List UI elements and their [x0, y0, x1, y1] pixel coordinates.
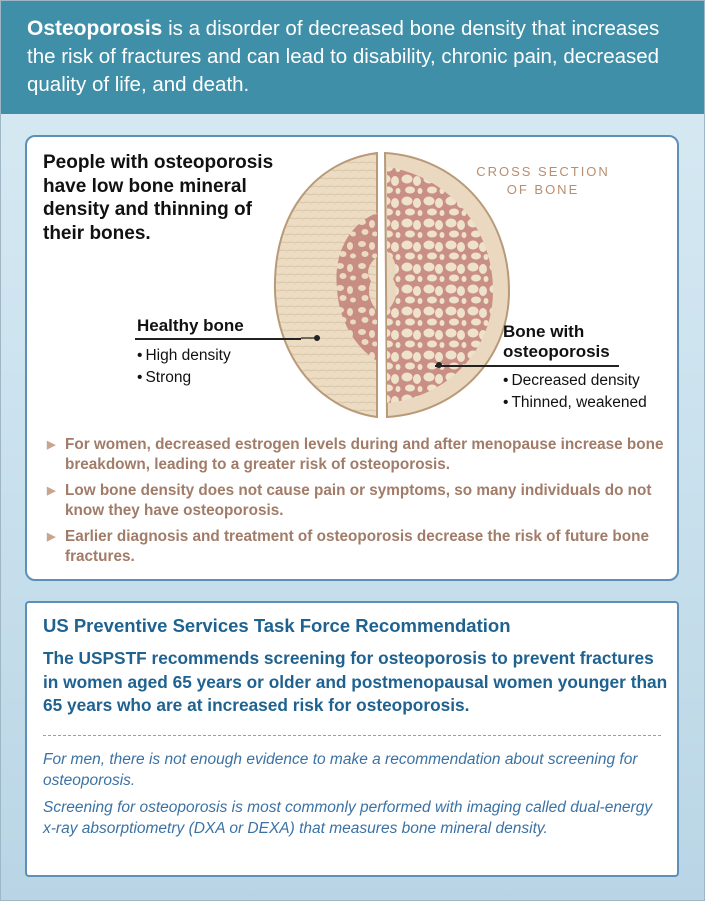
- healthy-pointer-dot: [314, 335, 320, 341]
- cross-section-label: [453, 163, 633, 199]
- recommendation-statement: The USPSTF recommends screening for osteoporosis to prevent fractures in women aged 65 years or older and postmenopausal women younger than 65 years who are at increased risk for osteoporosis.: [43, 648, 668, 715]
- triangle-right-icon: ▶: [47, 485, 56, 497]
- healthy-point-text: High density: [145, 347, 231, 364]
- definition-term: Osteoporosis: [27, 17, 163, 40]
- osteoporosis-point-text: Thinned, weakened: [511, 394, 647, 411]
- cross-section-label-line2: OF BONE: [506, 182, 580, 197]
- key-fact: [47, 527, 667, 567]
- triangle-right-icon: ▶: [47, 531, 56, 543]
- osteoporosis-bone-title: [503, 322, 643, 362]
- bullet-icon: •: [137, 369, 143, 386]
- recommendation-notes: [43, 749, 667, 845]
- osteoporosis-title-line1: Bone with: [503, 322, 585, 341]
- key-facts-list: [47, 435, 667, 573]
- bullet-icon: •: [137, 347, 143, 364]
- healthy-bone-title: Healthy bone: [137, 316, 244, 335]
- cross-section-label-line1: CROSS SECTION: [476, 164, 610, 179]
- key-fact: [47, 435, 667, 475]
- definition-banner: [1, 1, 704, 114]
- bullet-icon: •: [503, 394, 509, 411]
- key-fact-text: For women, decreased estrogen levels during and after menopause increase bone breakdown, leading to a greater risk of osteoporosis.: [65, 436, 664, 473]
- osteoporosis-title-line2: osteoporosis: [503, 342, 610, 361]
- diagram-intro: People with osteoporosis have low bone mineral density and thinning of their bones.: [43, 152, 274, 244]
- healthy-bone-leader-line: [135, 338, 301, 340]
- healthy-bone-points: [137, 345, 231, 389]
- osteoporosis-leader-line: [435, 365, 619, 367]
- bone-diagram-panel: [25, 135, 679, 581]
- dashed-divider: [43, 735, 661, 736]
- key-fact-text: Earlier diagnosis and treatment of osteoporosis decrease the risk of future bone fractures.: [65, 528, 649, 565]
- key-fact-text: Low bone density does not cause pain or symptoms, so many individuals do not know they have osteoporosis.: [65, 482, 652, 519]
- osteoporosis-point: [503, 370, 647, 392]
- recommendation-note: Screening for osteoporosis is most commonly performed with imaging called dual-energy x-ray absorptiometry (DXA or DEXA) that measures bone mineral density.: [43, 799, 653, 837]
- key-fact: [47, 481, 667, 521]
- osteoporosis-points: [503, 370, 647, 414]
- healthy-point-text: Strong: [145, 369, 192, 386]
- recommendation-title: US Preventive Services Task Force Recommendation: [43, 615, 511, 636]
- healthy-point: [137, 367, 231, 389]
- healthy-point: [137, 345, 231, 367]
- osteoporosis-point: [503, 392, 647, 414]
- bullet-icon: •: [503, 372, 509, 389]
- definition-text: [27, 15, 687, 99]
- recommendation-note: For men, there is not enough evidence to make a recommendation about screening for osteoporosis.: [43, 751, 638, 789]
- recommendation-panel: [25, 601, 679, 877]
- triangle-right-icon: ▶: [47, 439, 56, 451]
- definition-body: is a disorder of decreased bone density that increases the risk of fractures and can lead to disability, chronic pain, decreased quality of life, and death.: [27, 17, 660, 96]
- osteoporosis-point-text: Decreased density: [511, 372, 640, 389]
